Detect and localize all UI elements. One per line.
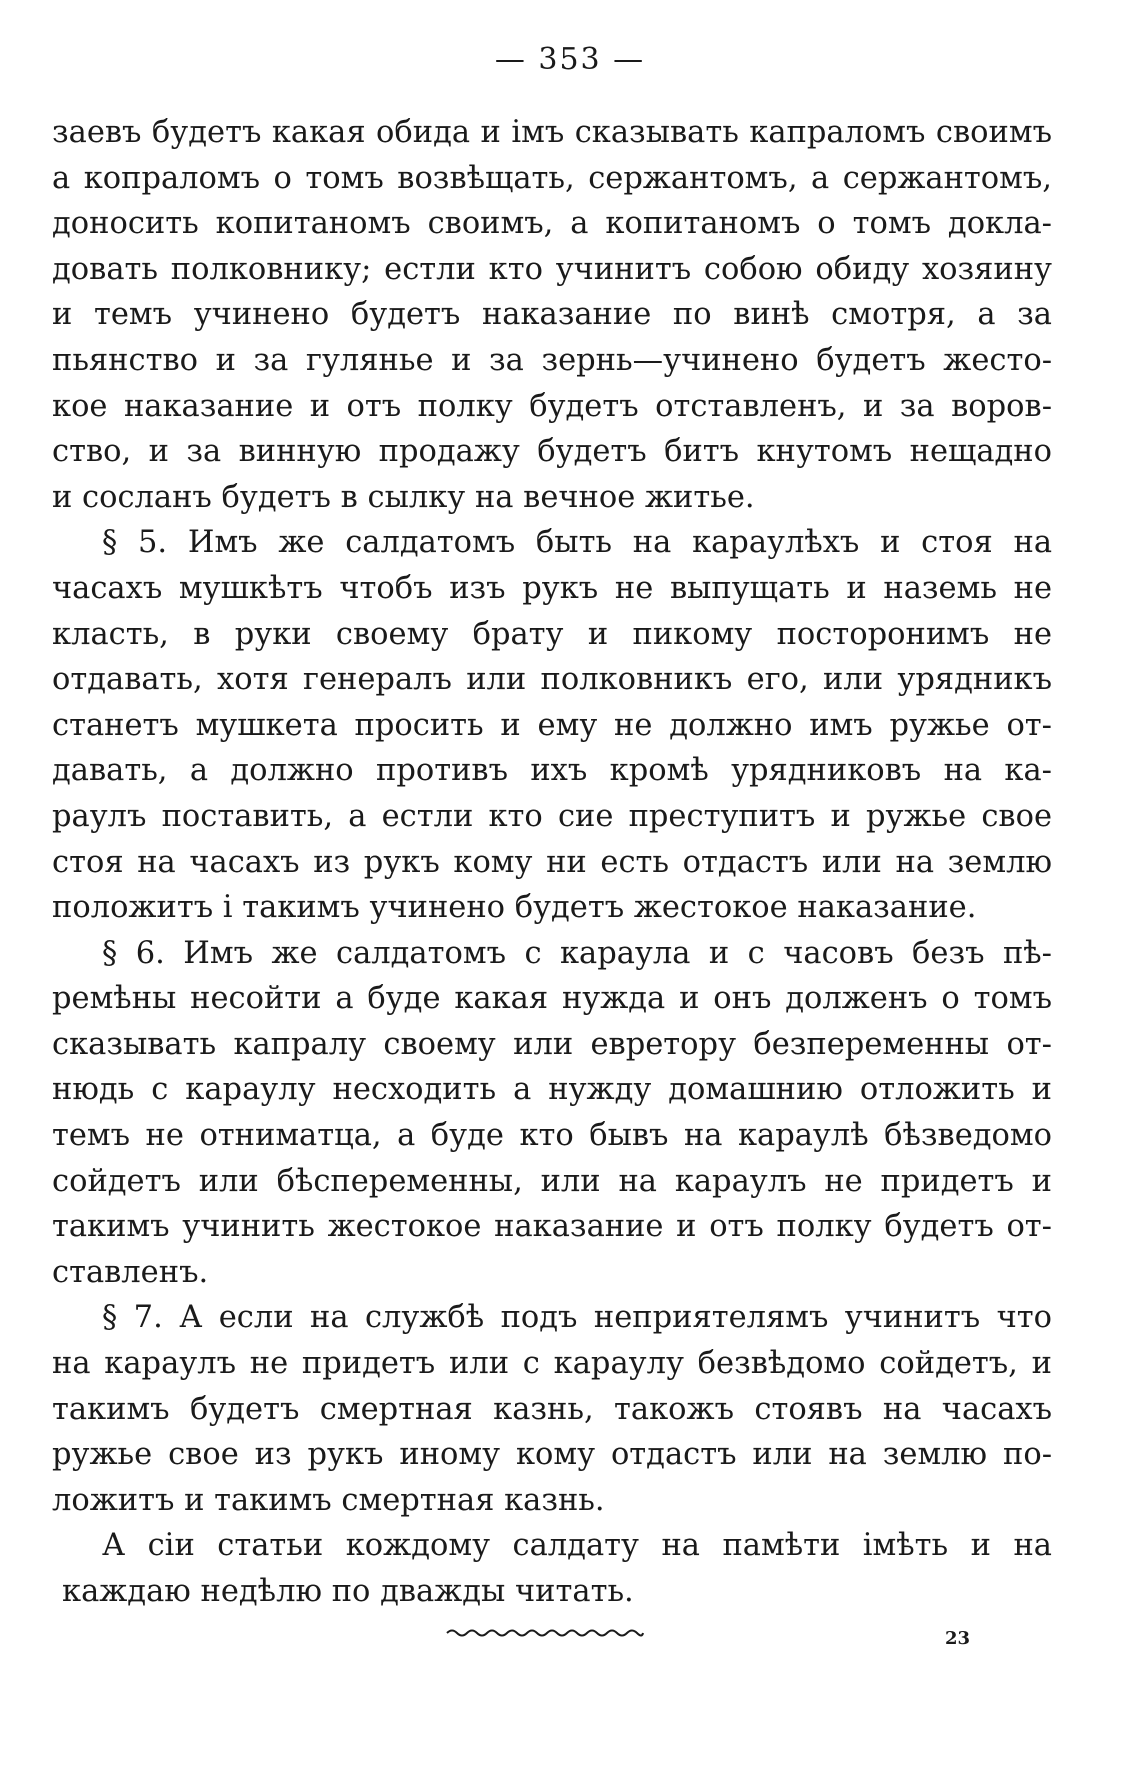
closing-paragraph-start: А сіи статьи кождому салдату на памѣти імѣть и на [102,1528,1052,1564]
text-line: сойдетъ или бѣспеременны, или на караулъ не придетъ и [52,1163,1052,1199]
text-line: ремѣны несойти а буде какая нужда и онъ долженъ о томъ [52,981,1052,1017]
text-line: давать, а должно противъ ихъ кромѣ урядниковъ на ка- [52,753,1052,789]
text-line: темъ не отниматца, а буде кто бывъ на караулѣ бѣзведомо [52,1118,1052,1154]
text-line: отдавать, хотя генералъ или полковникъ его, или урядникъ [52,662,1052,698]
text-line: класть, в руки своему брату и пикому посторонимъ не [52,616,1052,652]
text-line: такимъ будетъ смертная казнь, такожъ стоявъ на часахъ [52,1391,1052,1427]
signature-mark: 23 [945,1628,971,1649]
text-line: нюдь с караулу несходить а нужду домашнию отложить и [52,1072,1052,1108]
text-line: сказывать капралу своему или евретору безпеременны от- [52,1026,1052,1062]
body-text [52,110,1052,1615]
text-line: заевъ будетъ какая обида и імъ сказывать капраломъ своимъ [52,115,1052,150]
text-line: каждаю недѣлю по дважды читать. [62,1574,634,1609]
paragraph-6-start: § 6. Имъ же салдатомъ с караула и с часовъ безъ пѣ- [102,935,1052,971]
text-line: станетъ мушкета просить и ему не должно имъ ружье от- [52,707,1052,743]
text-line: доносить копитаномъ своимъ, а копитаномъ о томъ доклa- [52,206,1052,242]
text-line: довать полковнику; естли кто учинитъ собою обиду хозяину [52,251,1052,287]
text-line: и сосланъ будетъ в сылку на вечное житье. [52,479,755,515]
text-line: кое наказание и отъ полку будетъ отставленъ, и за воров- [52,388,1052,424]
text-line: стоя на часахъ из рукъ кому ни есть отдастъ или на землю [52,844,1052,880]
text-line: положитъ і такимъ учинено будетъ жестокое наказание. [52,890,977,926]
text-line: часахъ мушкѣтъ чтобъ изъ рукъ не выпущать и наземь не [52,570,1052,606]
text-line: ство, и за винную продажу будетъ битъ кнутомъ нещадно [52,434,1052,470]
text-line: ложитъ и такимъ смертная казнь. [52,1482,605,1518]
text-line: ставленъ. [52,1254,209,1290]
text-line: раулъ поставить, а естли кто сие преступитъ и ружье свое [52,798,1052,834]
text-line: а копраломъ о томъ возвѣщать, сержантомъ, а сержантомъ, [52,160,1052,196]
wavy-ornament-divider [445,1627,645,1639]
paragraph-5-start: § 5. Имъ же салдатомъ быть на караулѣхъ и стоя на [102,525,1052,561]
text-line: на караулъ не придетъ или с караулу безвѣдомо сойдетъ, и [52,1346,1052,1382]
paragraph-7-start: § 7. А если на службѣ подъ неприятелямъ учинитъ что [102,1300,1052,1336]
page-number: — 353 — [494,42,646,77]
text-line: пьянство и за гулянье и за зернь—учинено будетъ жесто- [52,342,1052,378]
text-line: такимъ учинить жестокое наказание и отъ полку будетъ от- [52,1209,1052,1245]
text-line: и темъ учинено будетъ наказание по винѣ смотря, а за [52,297,1052,333]
text-line: ружье свое из рукъ иному кому отдастъ или на землю по- [52,1437,1052,1473]
